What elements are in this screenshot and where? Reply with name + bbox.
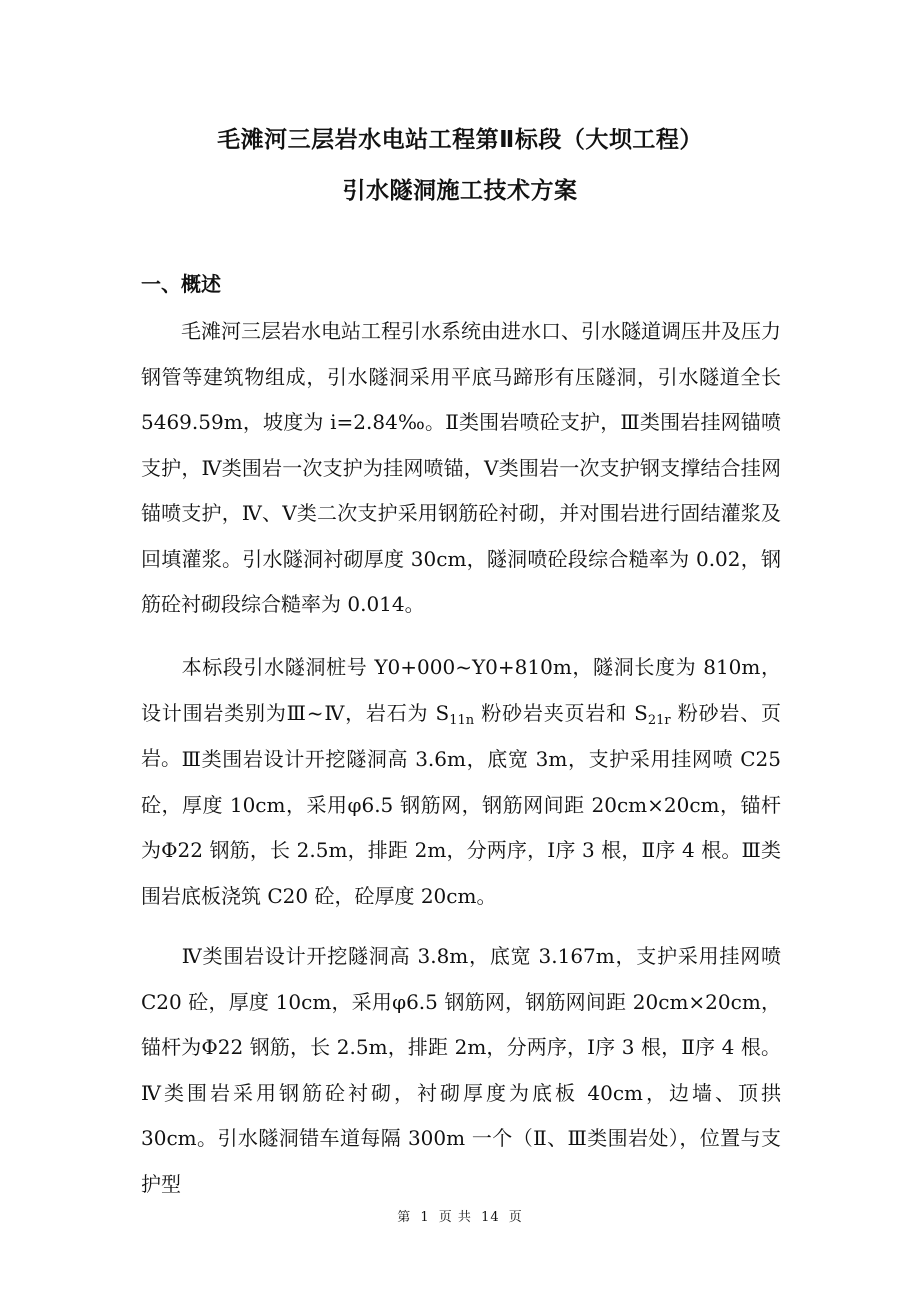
footer-page-number: 1 — [420, 1210, 430, 1225]
page-footer — [0, 1206, 920, 1225]
footer-mid: 页 共 — [438, 1210, 472, 1225]
paragraph-class-iv-text: Ⅳ类围岩设计开挖隧洞高 3.8m，底宽 3.167m，支护采用挂网喷 C20 砼，厚度 10cm，采用φ6.5 钢筋网，钢筋网间距 20cm×20cm，锚杆为Φ22 钢筋，长 2.5m，排距 2m，分两序，Ⅰ序 3 根，Ⅱ序 4 根。Ⅳ类围岩采用钢筋砼衬砌，衬砌厚度为底板 40cm，边墙、顶拱 30cm。引水隧洞错车道每隔 300m 一个（Ⅱ、Ⅲ类围岩处），位置与支护型 — [141, 944, 781, 1196]
document-title-line1: 毛滩河三层岩水电站工程第Ⅱ标段（大坝工程） — [217, 127, 703, 153]
paragraph-class-iv — [141, 934, 781, 1207]
paragraph-class-iii — [141, 737, 781, 919]
section-heading-overview: 一、概述 — [141, 272, 221, 296]
rock-code-1: $S_{11n}$ — [435, 700, 475, 728]
scope-text-mid: 粉砂岩夹页岩和 — [474, 700, 635, 725]
footer-total-pages: 14 — [481, 1210, 500, 1225]
paragraph-class-iii-text: Ⅲ类围岩设计开挖隧洞高 3.6m，底宽 3m，支护采用挂网喷 C25 砼，厚度 10cm，采用φ6.5 钢筋网，钢筋网间距 20cm×20cm，锚杆为Φ22 钢筋，长 2.5m，排距 2m，分两序，Ⅰ序 3 根，Ⅱ序 4 根。Ⅲ类围岩底板浇筑 C20 砼，砼厚度 20cm。 — [141, 747, 781, 908]
paragraph-overview-text: 毛滩河三层岩水电站工程引水系统由进水口、引水隧道调压井及压力钢管等建筑物组成，引水隧洞采用平底马蹄形有压隧洞，引水隧道全长 5469.59m，坡度为 i=2.84‰。Ⅱ类围岩喷砼支护，Ⅲ类围岩挂网锚喷支护，Ⅳ类围岩一次支护为挂网喷锚，Ⅴ类围岩一次支护钢支撑结合挂网锚喷支护，Ⅳ、Ⅴ类二次支护采用钢筋砼衬砌，并对围岩进行固结灌浆及回填灌浆。引水隧洞衬砌厚度 30cm，隧洞喷砼段综合糙率为 0.02，钢筋砼衬砌段综合糙率为 0.014。 — [141, 319, 781, 616]
rock-code-2: $S_{21r}$ — [634, 700, 671, 728]
scope-text-before: 本标段引水隧洞桩号 Y0+000~Y0+810m，隧洞长度为 810m，设计围岩类别为Ⅲ~Ⅳ，岩石为 — [141, 655, 781, 725]
document-title-line2: 引水隧洞施工技术方案 — [342, 178, 578, 204]
scope-text-after: 粉砂岩、页岩。 — [141, 700, 782, 770]
paragraph-overview — [141, 309, 781, 628]
footer-suffix: 页 — [508, 1210, 523, 1225]
footer-prefix: 第 — [397, 1210, 412, 1225]
